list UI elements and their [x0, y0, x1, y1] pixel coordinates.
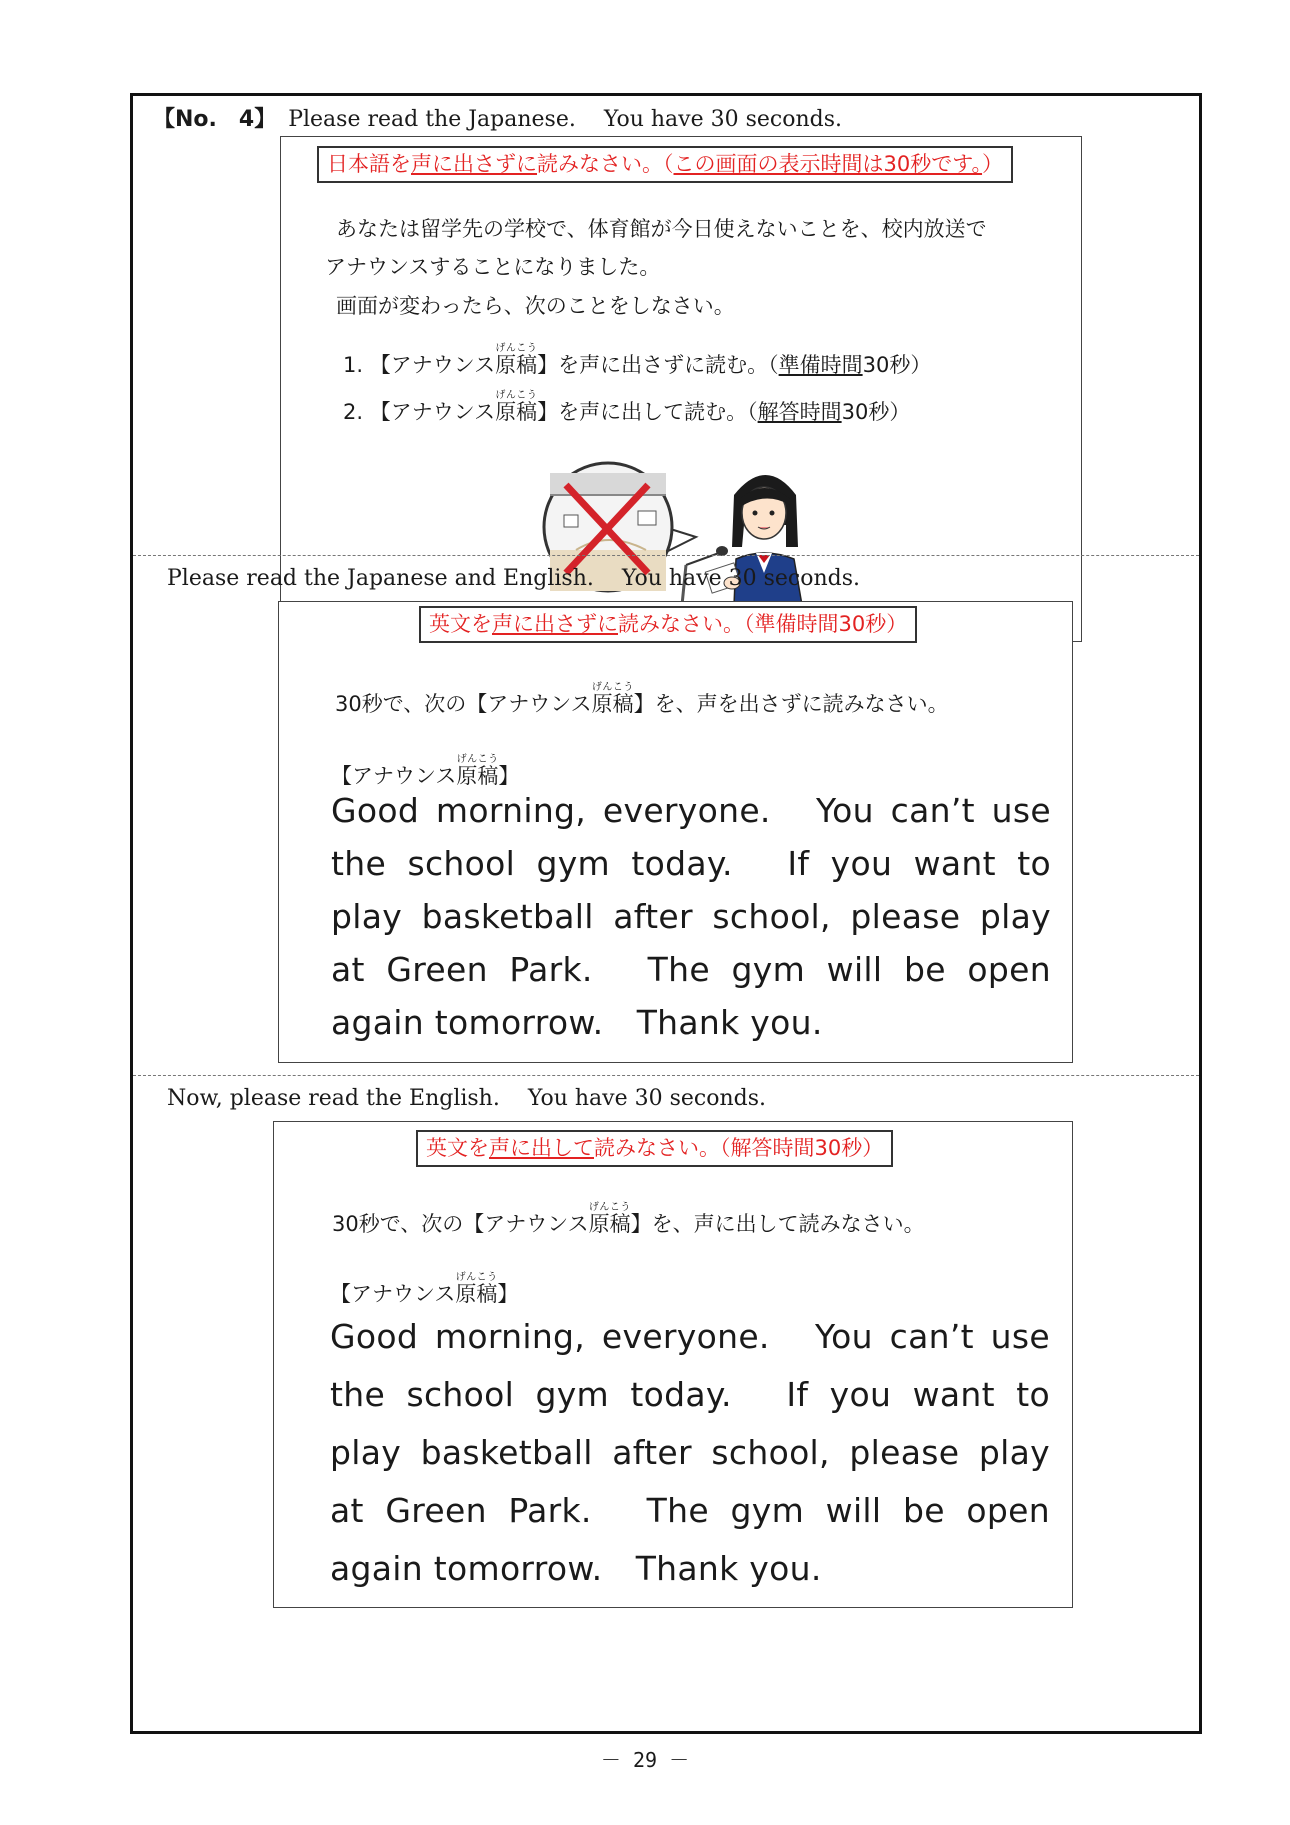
announcement-script: [331, 784, 1051, 1049]
instruction-line: 30秒で、次の【アナウンス原稿げんこう】を、声を出さずに読みなさい。: [335, 682, 949, 716]
script-line: at Green Park. The gym will be open: [331, 950, 1051, 989]
script-line: at Green Park. The gym will be open: [330, 1491, 1050, 1530]
red-instruction-title: 日本語を声に出さずに読みなさい。（この画面の表示時間は30秒です。）: [317, 146, 1013, 183]
instruction-line: 30秒で、次の【アナウンス原稿げんこう】を、声に出して読みなさい。: [332, 1202, 925, 1236]
heading-time: You have 30 seconds.: [621, 566, 861, 591]
heading-time: You have 30 seconds.: [603, 107, 843, 132]
section-divider: [133, 555, 1199, 556]
heading-text: Please read the Japanese.: [288, 107, 576, 132]
heading-text: Now, please read the English.: [167, 1086, 500, 1111]
script-line: play basketball after school, please play: [330, 1433, 1050, 1472]
section-divider: [133, 1075, 1199, 1076]
red-instruction-title: 英文を声に出して読みなさい。（解答時間30秒）: [416, 1130, 893, 1167]
script-line: Good morning, everyone. You can’t use: [331, 791, 1051, 830]
script-line: again tomorrow. Thank you.: [330, 1549, 822, 1588]
section3-heading: [167, 1086, 766, 1111]
step-item-1: 1. 【アナウンス原稿げんこう】を声に出さずに読む。（準備時間30秒）: [343, 343, 932, 377]
step-item-2: 2. 【アナウンス原稿げんこう】を声に出して読む。（解答時間30秒）: [343, 390, 911, 424]
section1-heading: [153, 102, 842, 133]
script-label: 【アナウンス原稿げんこう】: [330, 1272, 519, 1306]
question-frame: [130, 93, 1202, 1734]
question-number: 【No. 4】: [153, 107, 277, 132]
section2-heading: [167, 566, 860, 591]
announcement-script: [330, 1308, 1050, 1598]
script-line: Good morning, everyone. You can’t use: [330, 1317, 1050, 1356]
situation-line-1: あなたは留学先の学校で、体育館が今日使えないことを、校内放送で: [336, 217, 987, 241]
page-number: － 29 －: [600, 1748, 690, 1772]
script-line: the school gym today. If you want to: [330, 1375, 1050, 1414]
english-silent-panel: [278, 601, 1073, 1063]
english-aloud-panel: [273, 1121, 1073, 1608]
heading-time: You have 30 seconds.: [527, 1086, 767, 1111]
situation-line-3: 画面が変わったら、次のことをしなさい。: [336, 294, 735, 318]
script-line: the school gym today. If you want to: [331, 844, 1051, 883]
script-line: again tomorrow. Thank you.: [331, 1003, 823, 1042]
script-label: 【アナウンス原稿げんこう】: [331, 754, 520, 788]
heading-text: Please read the Japanese and English.: [167, 566, 594, 591]
red-instruction-title: 英文を声に出さずに読みなさい。（準備時間30秒）: [419, 606, 917, 643]
situation-line-2: アナウンスすることになりました。: [325, 255, 661, 279]
script-line: play basketball after school, please play: [331, 897, 1051, 936]
